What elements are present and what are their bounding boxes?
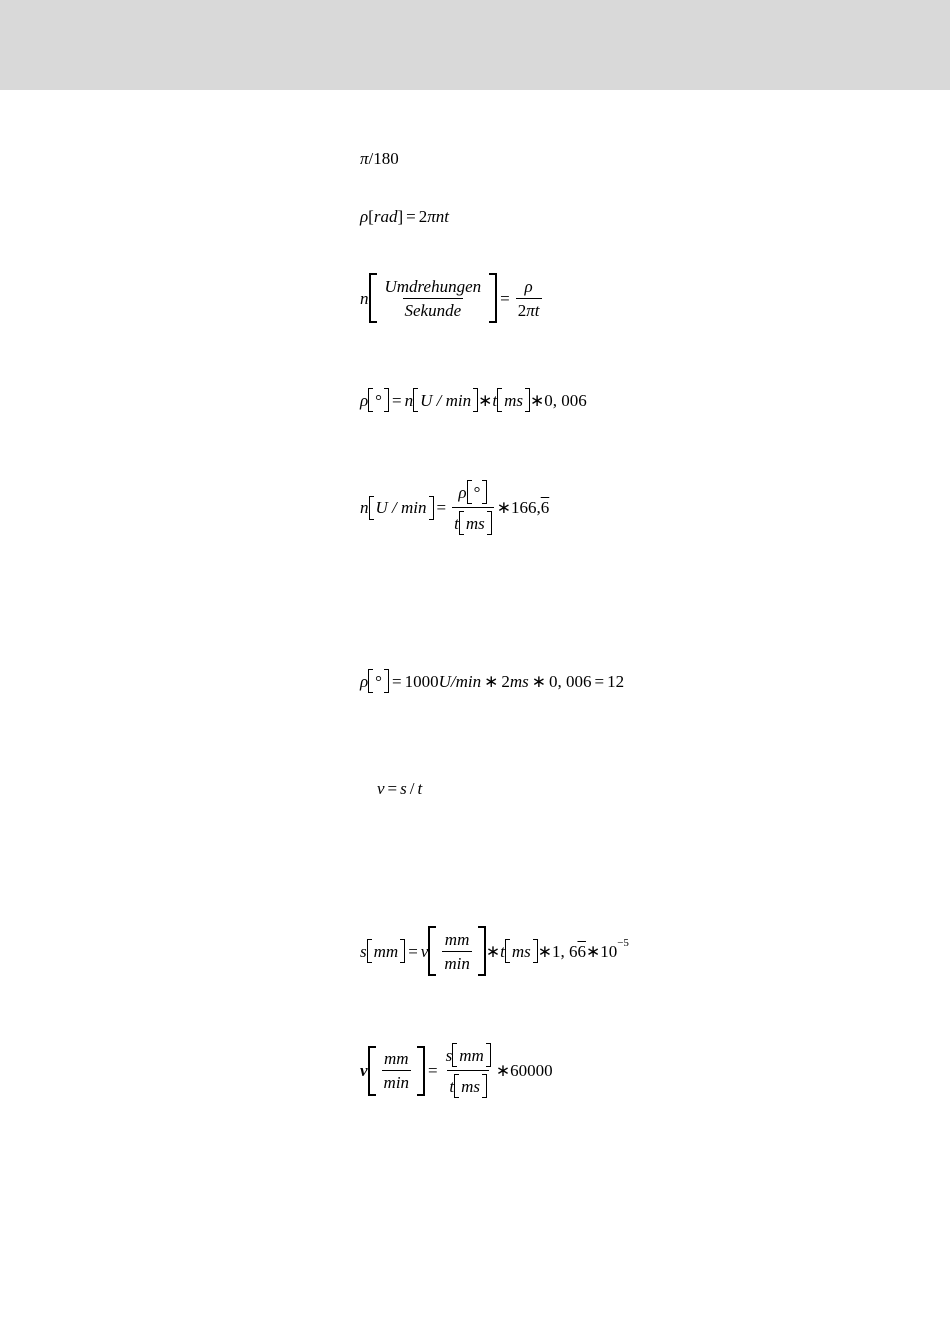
constant: 1, 6: [551, 941, 578, 961]
bracket-left: [497, 388, 502, 412]
fraction-unit: [442, 931, 472, 972]
var-n: n: [360, 288, 369, 308]
value: 1000: [404, 671, 439, 691]
exponent: −5: [617, 936, 629, 949]
formula-example-angle: [360, 669, 624, 693]
denominator: min: [442, 951, 472, 972]
bracket-right: ]: [397, 207, 404, 226]
equals-sign: =: [428, 1061, 438, 1080]
numerator: mm: [444, 929, 470, 949]
bracket-left: [368, 388, 373, 412]
equals-sign: =: [500, 288, 510, 308]
bracket-right: [384, 388, 389, 412]
bracket-left: [: [368, 207, 374, 226]
var-t: t: [449, 1076, 455, 1096]
bracket-left: [368, 1046, 376, 1096]
fraction-unit: [383, 278, 484, 319]
formula-text: /180: [368, 149, 399, 168]
formula-angle-degrees: [360, 388, 587, 412]
page-header-band: [0, 0, 950, 90]
bracket-left: [369, 496, 374, 520]
constant: 166,: [510, 498, 541, 517]
pi-symbol: π: [360, 149, 369, 168]
bracket-right: [429, 496, 434, 520]
times-sign: ∗: [531, 671, 546, 691]
equals-sign: =: [391, 390, 402, 410]
formula-revolutions: [360, 273, 545, 323]
bracket-left: [428, 926, 436, 976]
numerator: Umdrehungen: [384, 276, 482, 296]
rho-symbol: ρ: [360, 671, 369, 691]
unit-text: mm: [373, 941, 399, 961]
equals-sign: =: [408, 941, 418, 961]
numerator: [444, 1043, 493, 1070]
unit-text: U/min: [438, 671, 482, 691]
var-t: t: [500, 941, 505, 961]
unit-text: ms: [504, 390, 523, 410]
pi-symbol: π: [526, 300, 535, 320]
times-sign: ∗: [585, 941, 601, 961]
denominator: Sekunde: [403, 298, 464, 319]
variables: nt: [435, 207, 449, 226]
fraction-value: [444, 1043, 493, 1098]
equals-sign: =: [391, 671, 402, 691]
var-v: v: [377, 779, 385, 798]
equals-sign: =: [406, 207, 416, 226]
var-v: v: [420, 941, 429, 961]
bracket-right: [478, 926, 486, 976]
value: 2: [501, 671, 510, 691]
division-sign: /: [409, 779, 415, 798]
numerator: mm: [384, 1049, 409, 1068]
times-sign: ∗: [478, 390, 493, 410]
degree-symbol: °: [473, 482, 481, 502]
formula-angle-rad: [360, 208, 449, 225]
unit-text: U / min: [375, 498, 427, 517]
formula-distance: [360, 926, 629, 976]
constant: 0, 006: [544, 390, 587, 410]
bracket-left: [467, 480, 472, 504]
fraction-unit: [382, 1050, 412, 1091]
formula-velocity-units: [360, 1043, 553, 1098]
repeating-digit: 6: [540, 498, 550, 517]
times-sign: ∗: [537, 941, 552, 961]
pi-symbol: π: [427, 207, 436, 226]
rho-symbol: ρ: [458, 482, 467, 502]
bracket-left: [454, 1074, 459, 1098]
power-base: 10: [600, 941, 618, 961]
bracket-left: [459, 511, 464, 535]
bracket-left: [368, 669, 373, 693]
unit-text: ms: [465, 513, 485, 533]
var-t: t: [417, 779, 423, 798]
unit-text: ms: [461, 1076, 481, 1096]
constant-two: 2: [418, 207, 428, 226]
var-t: t: [454, 513, 459, 533]
bracket-right: [400, 939, 405, 963]
equals-sign: =: [436, 498, 447, 517]
equals-sign: =: [594, 671, 605, 691]
numerator: [456, 480, 489, 507]
bracket-right: [486, 1043, 491, 1067]
bracket-left: [505, 939, 510, 963]
formula-speed-rpm: [360, 480, 549, 535]
bracket-left: [452, 1043, 457, 1067]
var-n: n: [360, 498, 369, 517]
constant-two: 2: [517, 300, 527, 320]
formula-velocity: [377, 780, 422, 797]
times-sign: ∗: [496, 498, 511, 517]
denominator: [447, 1070, 489, 1098]
unit-text: mm: [459, 1045, 484, 1065]
fraction-value: [516, 278, 542, 319]
unit-text: rad: [373, 207, 398, 226]
equals-sign: =: [387, 779, 398, 798]
degree-symbol: °: [375, 671, 382, 691]
bracket-right: [482, 480, 487, 504]
denominator: [516, 298, 542, 319]
var-v: v: [360, 1061, 368, 1080]
rho-symbol: ρ: [360, 207, 369, 226]
var-n: n: [404, 390, 414, 410]
bracket-right: [489, 273, 497, 323]
formula-rad-conversion: [360, 150, 399, 167]
times-sign: ∗: [484, 671, 499, 691]
result: 12: [607, 671, 625, 691]
var-t: t: [492, 390, 498, 410]
bracket-left: [369, 273, 377, 323]
var-s: s: [360, 941, 367, 961]
bracket-left: [413, 388, 418, 412]
denominator: min: [382, 1070, 412, 1091]
fraction: [452, 480, 494, 535]
unit-text: ms: [509, 671, 529, 691]
unit-text: ms: [511, 941, 531, 961]
bracket-left: [367, 939, 372, 963]
times-sign: ∗: [495, 1061, 511, 1080]
repeating-digit: 6: [577, 941, 586, 961]
times-sign: ∗: [529, 390, 545, 410]
constant: 0, 006: [548, 671, 592, 691]
rho-symbol: ρ: [360, 390, 369, 410]
unit-text: U / min: [420, 390, 472, 410]
denominator: [452, 507, 494, 535]
bracket-right: [417, 1046, 425, 1096]
times-sign: ∗: [485, 941, 501, 961]
numerator: ρ: [524, 276, 533, 296]
constant: 60000: [510, 1061, 553, 1080]
degree-symbol: °: [375, 390, 382, 410]
bracket-right: [487, 511, 492, 535]
var-s: s: [445, 1045, 453, 1065]
var-t: t: [534, 300, 540, 320]
bracket-right: [384, 669, 389, 693]
bracket-right: [482, 1074, 487, 1098]
var-s: s: [400, 779, 407, 798]
